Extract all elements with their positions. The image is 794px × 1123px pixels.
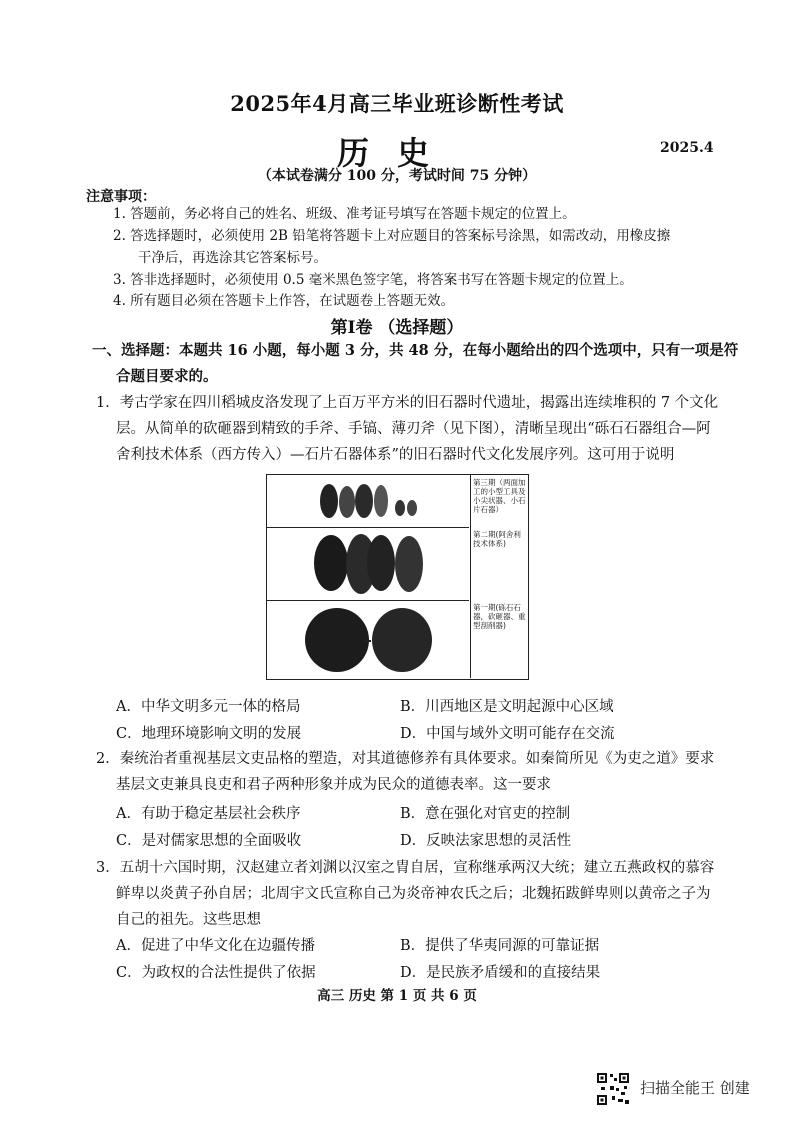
subject-title: 历史 [336, 134, 457, 172]
notice-heading: 注意事项： [86, 189, 156, 205]
question-2-text: 基层文吏兼具良吏和君子两种形象并成为民众的道德表率。这一要求 [116, 777, 551, 793]
stone-tools-figure [266, 474, 529, 680]
figure-label-phase-2: 第二期(阿舍利技术体系) [470, 527, 528, 600]
section-intro-continued: 合题目要求的。 [116, 368, 218, 385]
option-d: D．中国与域外文明可能存在交流 [400, 726, 615, 742]
question-2-text: 2．秦统治者重视基层文吏品格的塑造，对其道德修养有具体要求。如秦简所见《为吏之道》要求 [96, 751, 715, 767]
question-3-text: 鲜卑以炎黄子孙自居；北周宇文氏宣称自己为炎帝神农氏之后；北魏拓跋鲜卑则以黄帝之子为 [116, 886, 711, 902]
notice-item: 2. 答选择题时，必须使用 2B 铅笔将答题卡上对应题目的答案标号涂黑，如需改动，用橡皮擦 [113, 228, 671, 244]
question-1-text: 舍利技术体系（西方传入）—石片石器体系”的旧石器时代文化发展序列。这可用于说明 [116, 447, 675, 463]
stone-tools-image [267, 527, 469, 599]
score-info: （本试卷满分 100 分，考试时间 75 分钟） [257, 168, 537, 184]
question-3-text: 自己的祖先。这些思想 [116, 912, 261, 928]
question-1-text: 层。从简单的砍砸器到精致的手斧、手镐、薄刃斧（见下图），清晰呈现出“砾石石器组合—阿 [116, 421, 711, 437]
figure-label-phase-3: 第三期（两面加工的小型工具及小尖状器、小石片石器） [470, 475, 528, 527]
option-b: B．意在强化对官吏的控制 [400, 806, 571, 822]
exam-date: 2025.4 [660, 140, 714, 156]
section-title: 第Ⅰ卷 （选择题） [330, 318, 464, 338]
section-intro: 一、选择题：本题共 16 小题，每小题 3 分，共 48 分，在每小题给出的四个选项中，只有一项是符 [92, 342, 739, 359]
question-3-text: 3．五胡十六国时期，汉赵建立者刘渊以汉室之胄自居，宣称继承两汉大统；建立五燕政权的慕容 [96, 860, 715, 876]
scanner-watermark: 扫描全能王 创建 [640, 1079, 750, 1097]
figure-row-phase-1 [267, 600, 469, 678]
figure-row-phase-3 [267, 475, 469, 528]
exam-title: 2025年4月高三毕业班诊断性考试 [230, 91, 564, 116]
notice-item: 3. 答非选择题时，必须使用 0.5 毫米黑色签字笔，将答案书写在答题卡规定的位置上。 [113, 272, 633, 288]
option-b: B．川西地区是文明起源中心区域 [400, 699, 614, 715]
option-c: C．是对儒家思想的全面吸收 [116, 833, 302, 849]
option-a: A．中华文明多元一体的格局 [116, 699, 301, 715]
option-a: A．有助于稳定基层社会秩序 [116, 806, 301, 822]
figure-row-phase-2 [267, 527, 469, 601]
page-footer: 高三 历史 第 1 页 共 6 页 [317, 988, 477, 1004]
notice-item-continued: 干净后，再选涂其它答案标号。 [138, 250, 327, 266]
option-a: A．促进了中华文化在边疆传播 [116, 938, 315, 954]
notice-item: 4. 所有题目必须在答题卡上作答，在试题卷上答题无效。 [113, 293, 455, 309]
stone-tools-image [267, 475, 469, 527]
stone-tools-image [267, 600, 469, 678]
figure-label-phase-1: 第一期(砾石石器，砍砸器、重型刮削器) [470, 600, 528, 678]
notice-item: 1. 答题前，务必将自己的姓名、班级、准考证号填写在答题卡规定的位置上。 [113, 206, 576, 222]
qr-code-icon [596, 1072, 630, 1106]
option-d: D．反映法家思想的灵活性 [400, 833, 572, 849]
option-c: C．为政权的合法性提供了依据 [116, 965, 316, 981]
option-d: D．是民族矛盾缓和的直接结果 [400, 965, 601, 981]
option-b: B．提供了华夷同源的可靠证据 [400, 938, 600, 954]
option-c: C．地理环境影响文明的发展 [116, 726, 302, 742]
question-1-text: 1．考古学家在四川稻城皮洛发现了上百万平方米的旧石器时代遗址，揭露出连续堆积的 7 个文化 [96, 395, 719, 411]
